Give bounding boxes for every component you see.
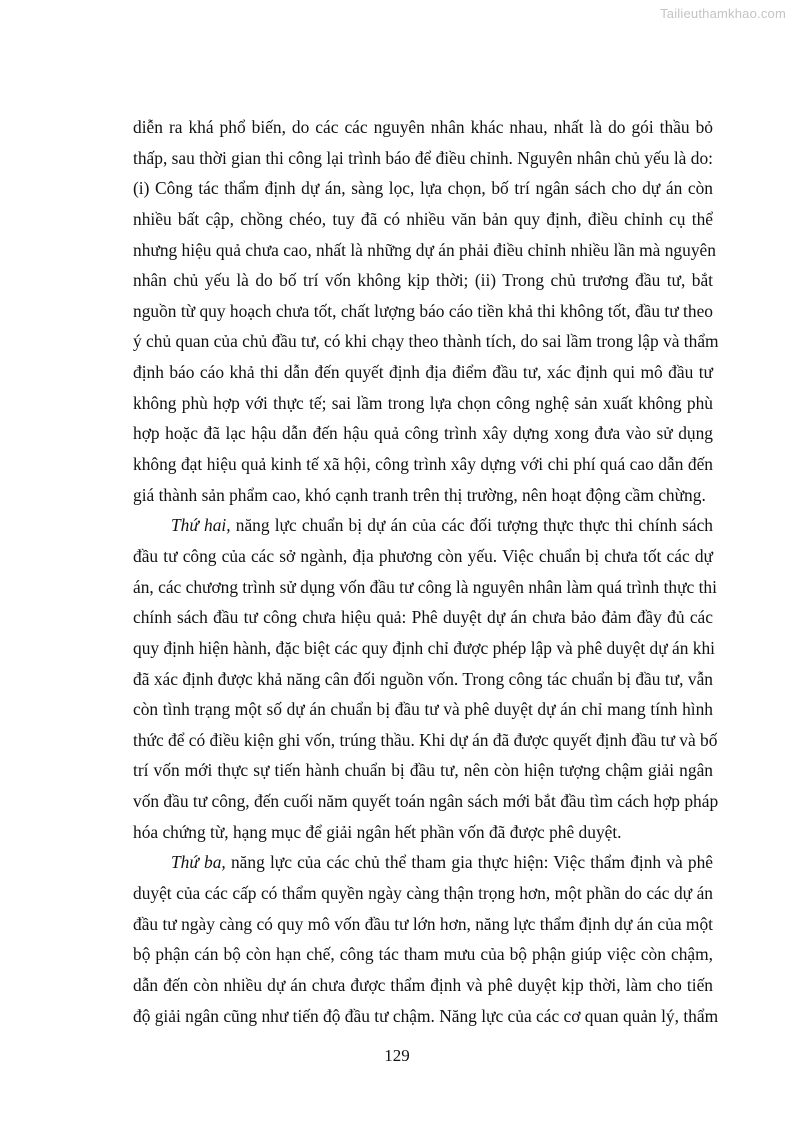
page-number: 129 xyxy=(384,1046,410,1065)
text-line: còn tình trạng một số dự án chuẩn bị đầu tư và phê duyệt dự án chỉ mang tính hình xyxy=(133,699,713,720)
text-line: (i) Công tác thẩm định dự án, sàng lọc, lựa chọn, bố trí ngân sách cho dự án còn xyxy=(133,178,713,199)
text-line: quy định hiện hành, đặc biệt các quy định chỉ được phép lập và phê duyệt dự án khi xyxy=(133,637,715,658)
text-line: bộ phận cán bộ còn hạn chế, công tác tham mưu của bộ phận giúp việc còn chậm, xyxy=(133,944,713,965)
text-line: hóa chứng từ, hạng mục để giải ngân hết phần vốn đã được phê duyệt. xyxy=(133,821,622,842)
text-line: đã xác định được khả năng cân đối nguồn vốn. Trong công tác chuẩn bị đầu tư, vẫn xyxy=(133,668,713,689)
text-line: diễn ra khá phổ biến, do các các nguyên nhân khác nhau, nhất là do gói thầu bỏ xyxy=(133,117,713,137)
paragraph-3 xyxy=(133,847,719,1031)
text-line: thức để có điều kiện ghi vốn, trúng thầu. Khi dự án đã được quyết định đầu tư và bố xyxy=(133,729,718,750)
text-line: định báo cáo khả thi dẫn đến quyết định địa điểm đầu tư, xác định qui mô đầu tư xyxy=(133,362,713,383)
text-line: hợp hoặc đã lạc hậu dẫn đến hậu quả công trình xây dựng xong đưa vào sử dụng xyxy=(133,423,713,444)
text-line: chính sách đầu tư công chưa hiệu quả: Phê duyệt dự án chưa bảo đảm đầy đủ các xyxy=(133,607,713,628)
lead-italic: Thứ hai, xyxy=(171,515,231,536)
text-line: ý chủ quan của chủ đầu tư, có khi chạy theo thành tích, do sai lầm trong lập và thẩm xyxy=(133,331,719,352)
watermark: Tailieuthamkhao.com xyxy=(660,6,786,21)
text-line: đầu tư công của các sở ngành, địa phương còn yếu. Việc chuẩn bị chưa tốt các dự xyxy=(133,545,713,566)
text-line-lead xyxy=(133,847,713,878)
paragraph-1 xyxy=(133,112,719,510)
text-line: án, các chương trình sử dụng vốn đầu tư công là nguyên nhân làm quá trình thực thi xyxy=(133,576,717,597)
text-line: duyệt của các cấp có thẩm quyền ngày càng thận trọng hơn, một phần do các dự án xyxy=(133,883,713,904)
text-line: không phù hợp với thực tế; sai lầm trong lựa chọn công nghệ sản xuất không phù xyxy=(133,392,713,413)
text-line: thấp, sau thời gian thi công lại trình báo để điều chỉnh. Nguyên nhân chủ yếu là do: xyxy=(133,147,713,168)
lead-rest: năng lực chuẩn bị dự án của các đối tượng thực thực thi chính sách xyxy=(230,515,713,536)
text-line: nhiều bất cập, chồng chéo, tuy đã có nhiều văn bản quy định, điều chỉnh cụ thể xyxy=(133,208,713,229)
lead-italic: Thứ ba, xyxy=(171,852,226,873)
text-line: giá thành sản phẩm cao, khó cạnh tranh trên thị trường, nên hoạt động cầm chừng. xyxy=(133,484,706,505)
page-body xyxy=(133,112,719,1031)
text-line: trí vốn mới thực sự tiến hành chuẩn bị đầu tư, nên còn hiện tượng chậm giải ngân xyxy=(133,760,713,781)
text-line: vốn đầu tư công, đến cuối năm quyết toán ngân sách mới bắt đầu tìm cách hợp pháp xyxy=(133,791,719,812)
text-line: đầu tư ngày càng có quy mô vốn đầu tư lớn hơn, năng lực thẩm định dự án của một xyxy=(133,913,713,934)
text-line: không đạt hiệu quả kinh tế xã hội, công trình xây dựng với chi phí quá cao dẫn đến xyxy=(133,454,713,475)
paragraph-2 xyxy=(133,510,719,847)
text-line: nguồn từ quy hoạch chưa tốt, chất lượng báo cáo tiền khả thi không tốt, đầu tư theo xyxy=(133,300,713,321)
text-line: nhưng hiệu quả chưa cao, nhất là những dự án phải điều chỉnh nhiều lần mà nguyên xyxy=(133,239,716,260)
text-line-lead xyxy=(133,510,713,541)
text-line: độ giải ngân cũng như tiến độ đầu tư chậm. Năng lực của các cơ quan quản lý, thẩm xyxy=(133,1005,719,1026)
text-line: dẫn đến còn nhiều dự án chưa được thẩm định và phê duyệt kịp thời, làm cho tiến xyxy=(133,974,713,995)
text-line: nhân chủ yếu là do bố trí vốn không kịp thời; (ii) Trong chủ trương đầu tư, bắt xyxy=(133,270,713,291)
lead-rest: năng lực của các chủ thể tham gia thực hiện: Việc thẩm định và phê xyxy=(225,852,713,873)
